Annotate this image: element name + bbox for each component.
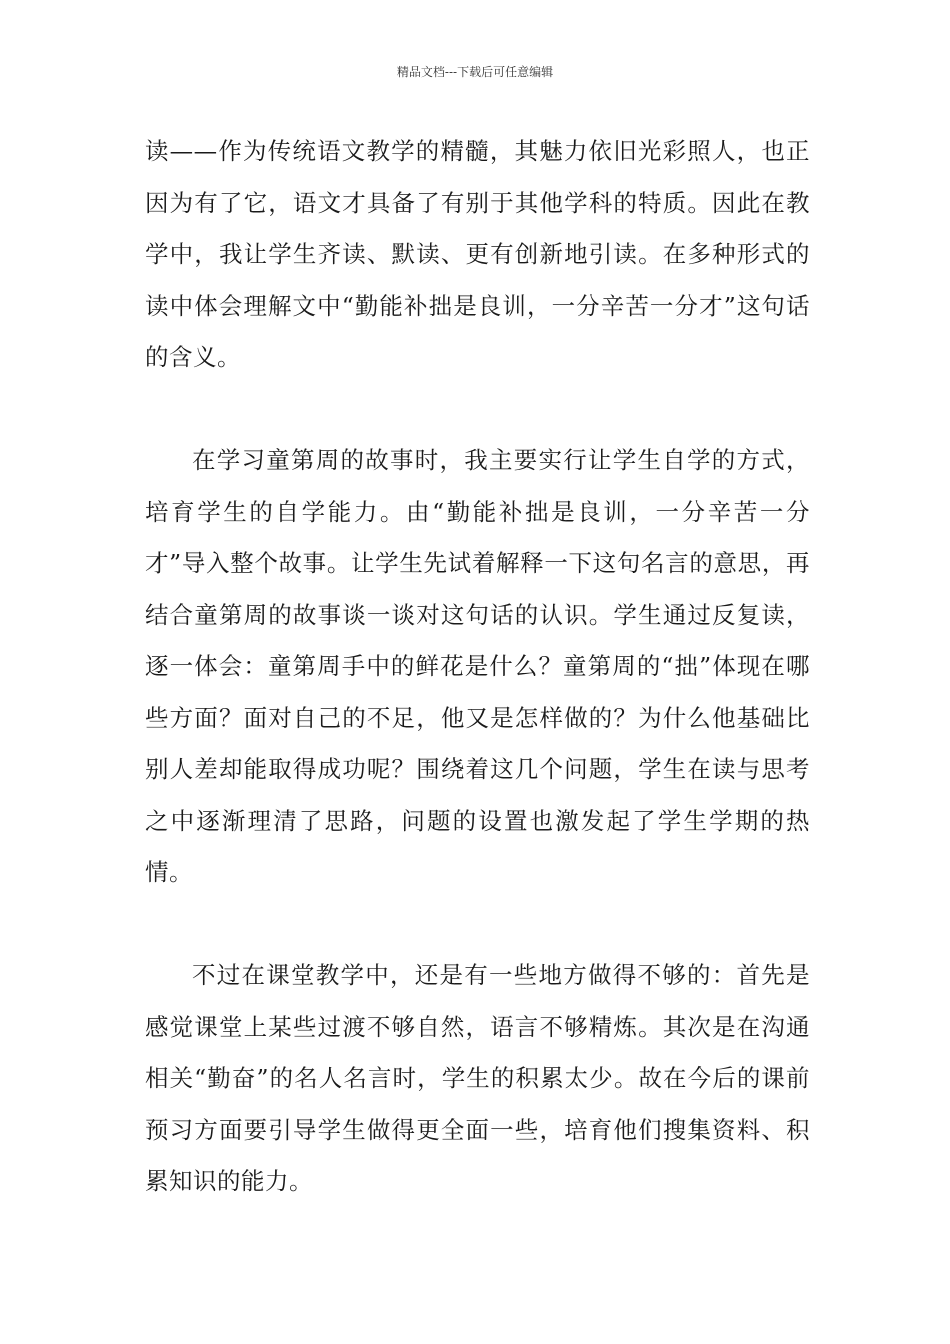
paragraph-reading-essence: 读——作为传统语文教学的精髓，其魅力依旧光彩照人，也正因为有了它，语文才具备了有别于其他学科的特质。因此在教学中，我让学生齐读、默读、更有创新地引读。在多种形式的读中体会理解文中“勤能补拙是良训，一分辛苦一分才”这句话的含义。 xyxy=(145,137,810,371)
document-body xyxy=(145,126,810,1208)
paragraph-gap xyxy=(145,899,810,951)
paragraph-gap xyxy=(145,384,810,436)
paragraph-tong-dizhou-story: 在学习童第周的故事时，我主要实行让学生自学的方式，培育学生的自学能力。由“勤能补拙是良训，一分辛苦一分才”导入整个故事。让学生先试着解释一下这句名言的意思，再结合童第周的故事谈一谈对这句话的认识。学生通过反复读，逐一体会：童第周手中的鲜花是什么？童第周的“拙”体现在哪些方面？面对自己的不足，他又是怎样做的？为什么他基础比别人差却能取得成功呢？围绕着这几个问题，学生在读与思考之中逐渐理清了思路，问题的设置也激发起了学生学期的热情。 xyxy=(145,446,810,886)
page-header: 精品文档---下载后可任意编辑 xyxy=(396,65,554,79)
paragraph-reflection-shortcomings: 不过在课堂教学中，还是有一些地方做得不够的：首先是感觉课堂上某些过渡不够自然，语言不够精炼。其次是在沟通相关“勤奋”的名人名言时，学生的积累太少。故在今后的课前预习方面要引导学生做得更全面一些，培育他们搜集资料、积累知识的能力。 xyxy=(145,961,810,1195)
